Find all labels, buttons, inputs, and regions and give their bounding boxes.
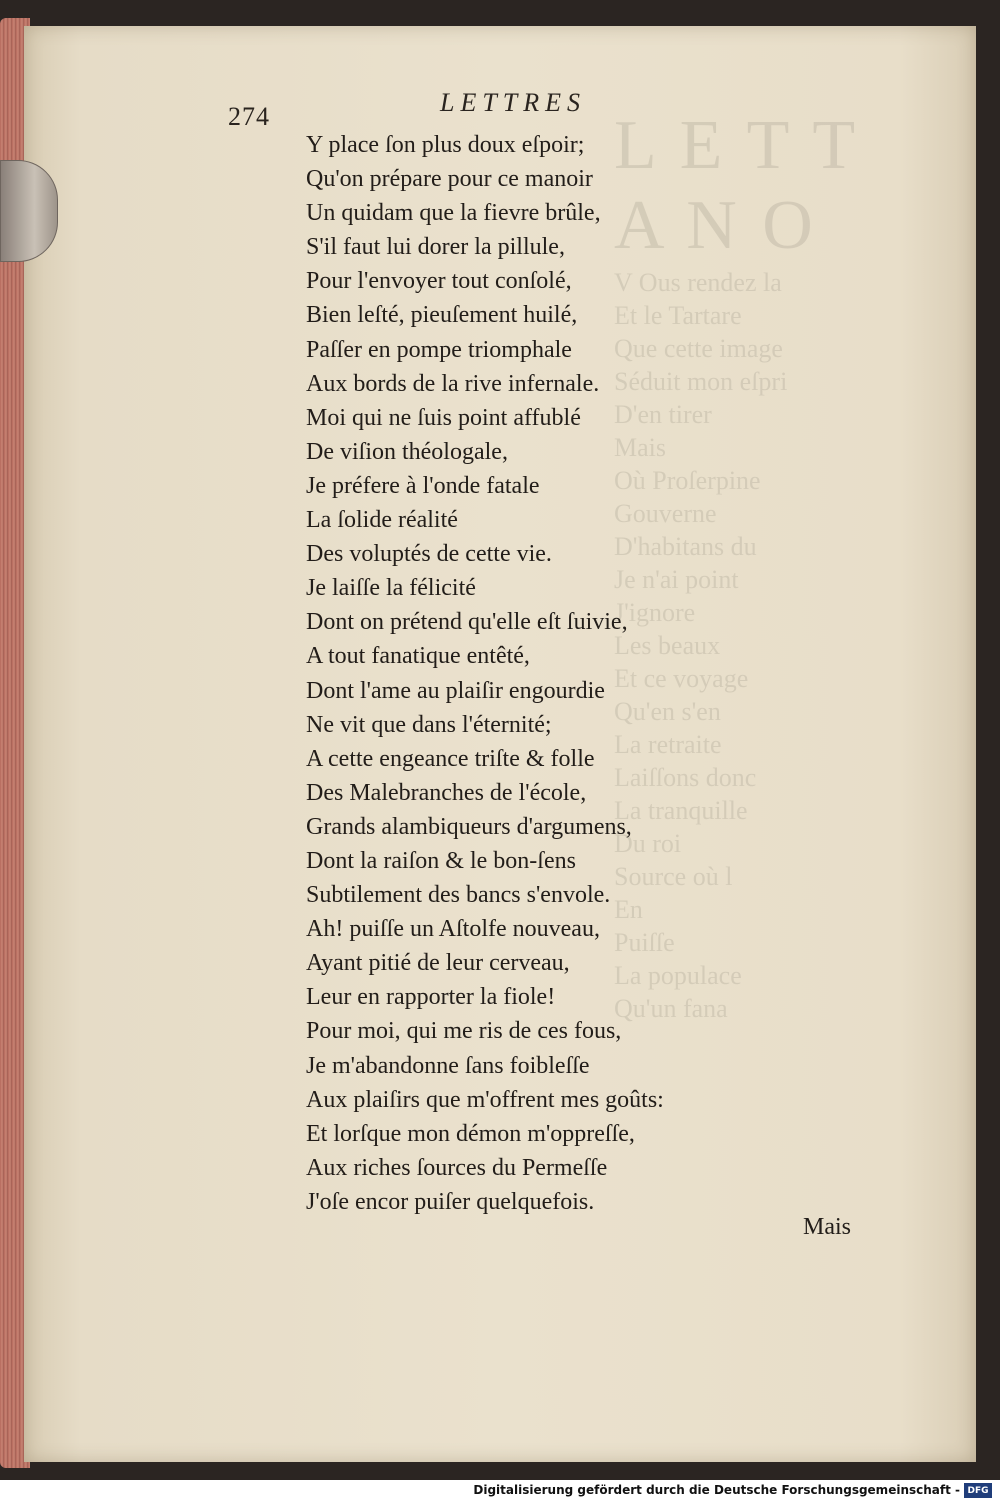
- show-through-text: L E T T A N O V Ous rendez la Et le Tartare Que cette image Séduit mon eſpri D'en tirer Mais Où Proſerpine Gouverne D'habitans du Je n'ai point J'ignore Les beaux Et ce voyage Qu'en s'en La retraite Laiſſons donc La tranquille Du roi Source où l En Puiſſe La populace Qu'un fana: [614, 107, 860, 1023]
- page-clip: [0, 160, 58, 262]
- poem-line: Moi qui ne ſuis point affublé: [306, 404, 581, 431]
- poem-line: Des Malebranches de l'école,: [306, 779, 587, 806]
- poem-line: Qu'on prépare pour ce manoir: [306, 166, 593, 193]
- catchword: Mais: [803, 1214, 851, 1240]
- poem-line: Aux plaiſirs que m'offrent mes goûts:: [306, 1086, 664, 1113]
- poem-line: Des voluptés de cette vie.: [306, 541, 552, 568]
- poem-line: Pour l'envoyer tout conſolé,: [306, 268, 572, 295]
- digitization-footer: [0, 1480, 1000, 1502]
- poem-line: Ah! puiſſe un Aſtolfe nouveau,: [306, 916, 600, 943]
- poem-text: [306, 128, 664, 1219]
- poem-line: Pour moi, qui me ris de ces fous,: [306, 1018, 622, 1045]
- poem-line: Aux riches ſources du Permeſſe: [306, 1154, 608, 1181]
- poem-line: Dont l'ame au plaiſir engourdie: [306, 677, 605, 704]
- poem-line: Je m'abandonne ſans foibleſſe: [306, 1052, 590, 1079]
- poem-line: Dont on prétend qu'elle eſt ſuivie,: [306, 609, 628, 636]
- poem-line: Dont la raiſon & le bon-ſens: [306, 847, 576, 874]
- poem-line: Ne vit que dans l'éternité;: [306, 711, 552, 738]
- running-head: LETTRES: [440, 88, 587, 117]
- poem-line: Grands alambiqueurs d'argumens,: [306, 813, 632, 840]
- poem-line: La ſolide réalité: [306, 507, 458, 534]
- poem-line: Bien leſté, pieuſement huilé,: [306, 302, 578, 329]
- poem-line: A cette engeance triſte & folle: [306, 745, 595, 772]
- footer-credit: Digitalisierung gefördert durch die Deutsche Forschungsgemeinschaft -: [473, 1483, 960, 1497]
- poem-line: Leur en rapporter la fiole!: [306, 984, 556, 1011]
- poem-line: Un quidam que la fievre brûle,: [306, 200, 601, 227]
- poem-line: Je préfere à l'onde fatale: [306, 472, 540, 499]
- poem-line: A tout fanatique entêté,: [306, 643, 530, 670]
- poem-line: De viſion théologale,: [306, 438, 508, 465]
- poem-line: Paſſer en pompe triomphale: [306, 336, 572, 363]
- page-number: 274: [228, 102, 270, 131]
- poem-line: Y place ſon plus doux eſpoir;: [306, 132, 585, 158]
- poem-line: Subtilement des bancs s'envole.: [306, 882, 611, 909]
- dfg-logo: DFG: [964, 1483, 992, 1498]
- poem-line: S'il faut lui dorer la pillule,: [306, 234, 565, 261]
- poem-line: Aux bords de la rive infernale.: [306, 370, 600, 397]
- poem-line: Je laiſſe la félicité: [306, 575, 476, 602]
- poem-line: Et lorſque mon démon m'oppreſſe,: [306, 1120, 635, 1147]
- poem-line: Ayant pitié de leur cerveau,: [306, 950, 570, 977]
- poem-line: J'oſe encor puiſer quelquefois.: [306, 1188, 595, 1215]
